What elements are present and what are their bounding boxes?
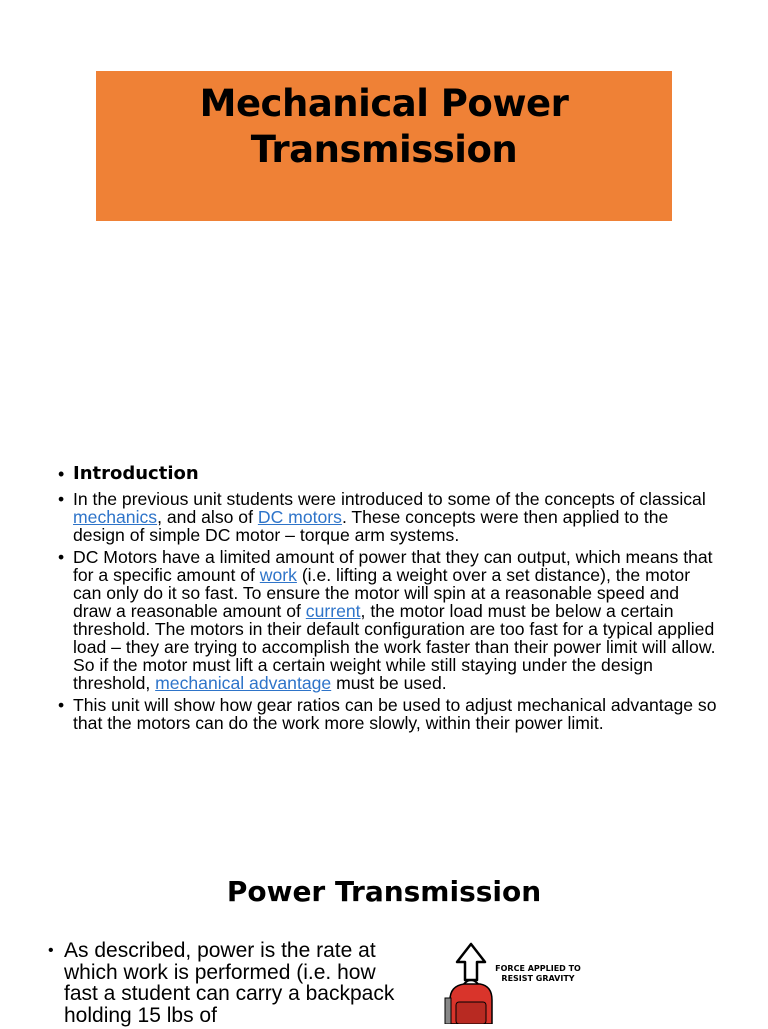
force-label: [492, 964, 584, 984]
force-label-line-1: FORCE APPLIED TO: [495, 964, 581, 973]
work-link[interactable]: work: [259, 565, 297, 585]
introduction-heading-item: [58, 460, 718, 488]
bullet: •: [58, 547, 65, 567]
up-arrow-icon: [457, 944, 485, 980]
force-label-line-2: RESIST GRAVITY: [501, 974, 575, 983]
backpack-icon: [445, 980, 492, 1024]
title-banner: [96, 71, 672, 221]
paragraph-text: (i.e. lifting a weight over a set distance), the motor can only do it so fast. To ensure the motor will spin at a reasonable speed and draw a reasonable amount of: [73, 565, 691, 621]
paragraph-text: As described, power is the rate at which work is performed (i.e. how fast a student can carry a backpack holding 15 lbs of: [64, 939, 395, 1027]
paragraph-text: , and also of: [157, 507, 258, 527]
list-item: [58, 696, 718, 732]
current-link[interactable]: current: [305, 601, 361, 621]
page-title: [200, 81, 569, 173]
list-item: [58, 490, 718, 544]
paragraph-text: must be used.: [331, 673, 447, 693]
power-transmission-bullet: [48, 940, 408, 1026]
paragraph-text: This unit will show how gear ratios can be used to adjust mechanical advantage so that the motors can do the work more slowly, within their power limit.: [73, 695, 717, 733]
mechanics-link[interactable]: mechanics: [73, 507, 158, 527]
paragraph-text: , the motor load must be below a certain threshold. The motors in their default configuration are too fast for a typical applied load – they are trying to accomplish the work faster than their power limit will allow. So if the motor must lift a certain weight while still staying under the design threshold,: [73, 601, 716, 693]
dc-motors-link[interactable]: DC motors: [257, 507, 342, 527]
introduction-heading: Introduction: [73, 463, 199, 484]
bullet: •: [58, 695, 65, 715]
section-title: Power Transmission: [226, 875, 542, 908]
bullet: •: [58, 489, 65, 509]
list-item: [58, 548, 718, 692]
paragraph-text: . These concepts were then applied to the design of simple DC motor – torque arm systems.: [73, 507, 669, 545]
bullet: •: [58, 464, 65, 484]
title-line-1: Mechanical Power: [199, 82, 569, 125]
mechanical-advantage-link[interactable]: mechanical advantage: [155, 673, 332, 693]
paragraph-text: In the previous unit students were introduced to some of the concepts of classical: [73, 489, 706, 509]
paragraph-text: DC Motors have a limited amount of power that they can output, which means that for a specific amount of: [73, 547, 713, 585]
bullet: •: [48, 942, 54, 959]
introduction-list: [58, 460, 718, 736]
title-line-2: Transmission: [250, 128, 518, 171]
backpack-figure: [440, 942, 640, 1024]
